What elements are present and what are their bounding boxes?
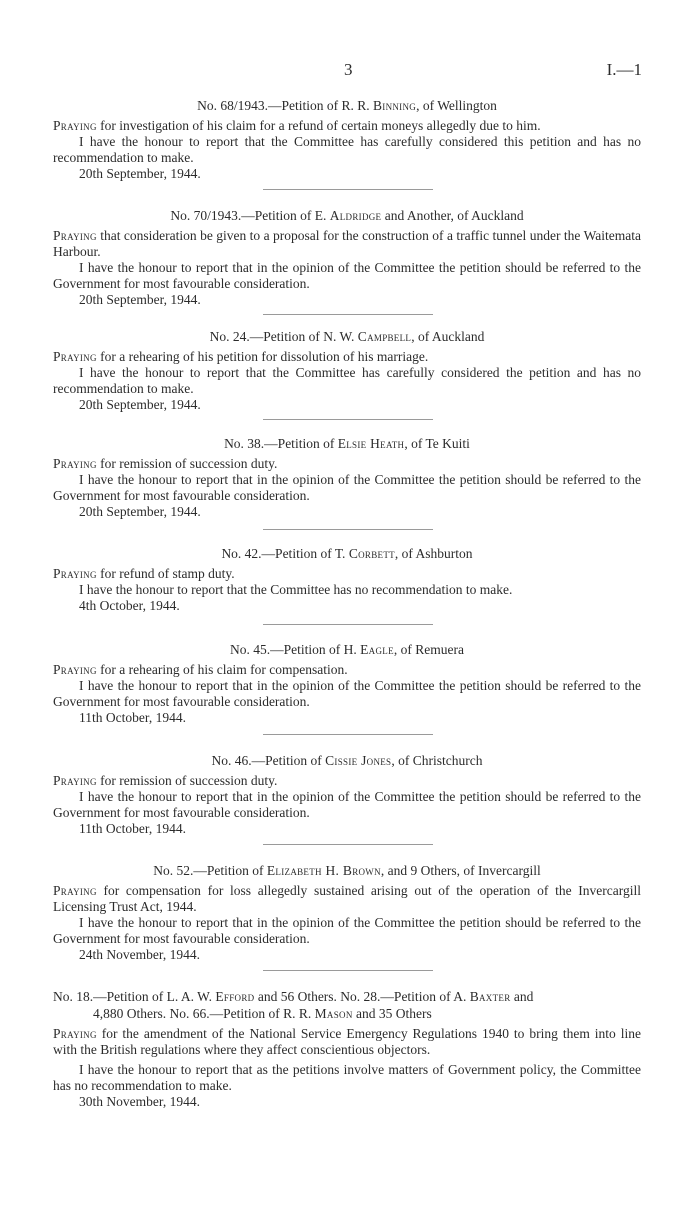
petition-title: No. 46.—Petition of Cissie Jones, of Christchurch: [211, 753, 483, 768]
petition-praying: Praying for investigation of his claim for a refund of certain moneys allegedly due to him.: [53, 118, 541, 133]
petition-block: [53, 545, 641, 614]
petition-title: No. 68/1943.—Petition of R. R. Binning, of Wellington: [197, 98, 497, 113]
petition-block: [53, 328, 641, 413]
petition-report: I have the honour to report that in the opinion of the Committee the petition should be referred to the Government for most favourable consideration.: [53, 678, 641, 709]
petition-block: [53, 435, 641, 520]
petition-report: I have the honour to report that in the opinion of the Committee the petition should be referred to the Government for most favourable consideration.: [53, 260, 641, 291]
petition-date: 11th October, 1944.: [79, 710, 186, 725]
petition-date: 20th September, 1944.: [79, 397, 201, 412]
petition-date: 11th October, 1944.: [79, 821, 186, 836]
petition-praying: Praying that consideration be given to a proposal for the construction of a traffic tunnel under the Waitemata Harbour.: [53, 228, 641, 259]
petition-title: No. 45.—Petition of H. Eagle, of Remuera: [230, 642, 464, 657]
petition-praying: Praying for remission of succession duty.: [53, 456, 278, 471]
petition-title: No. 24.—Petition of N. W. Campbell, of Auckland: [209, 329, 485, 344]
petition-date: 20th September, 1944.: [79, 166, 201, 181]
petition-block: [53, 207, 641, 308]
petition-title: No. 18.—Petition of L. A. W. Efford and 56 Others. No. 28.—Petition of A. Baxter and 4,880 Others. No. 66.—Petition of R. R. Mason and 35 Others: [53, 989, 534, 1021]
petition-title: No. 42.—Petition of T. Corbett, of Ashburton: [221, 546, 473, 561]
petition-praying: Praying for the amendment of the National Service Emergency Regulations 1940 to bring them into line with the British regulations where they affect conscientious objectors.: [53, 1026, 641, 1057]
petition-block: [53, 641, 641, 726]
petition-date: 4th October, 1944.: [79, 598, 180, 613]
petition-praying: Praying for a rehearing of his claim for compensation.: [53, 662, 348, 677]
petition-report: I have the honour to report that in the opinion of the Committee the petition should be referred to the Government for most favourable consideration.: [53, 472, 641, 503]
petition-date: 24th November, 1944.: [79, 947, 200, 962]
petition-report: I have the honour to report that the Committee has carefully considered the petition and has no recommendation to make.: [53, 365, 641, 396]
page-header: [0, 60, 700, 84]
petition-block: [53, 97, 641, 182]
section-divider: [263, 419, 433, 420]
petition-title: No. 70/1943.—Petition of E. Aldridge and Another, of Auckland: [170, 208, 524, 223]
petition-block: [53, 862, 641, 963]
petition-praying: Praying for remission of succession duty.: [53, 773, 278, 788]
petition-date: 30th November, 1944.: [79, 1094, 200, 1109]
petition-title: No. 52.—Petition of Elizabeth H. Brown, and 9 Others, of Invercargill: [153, 863, 541, 878]
page-number: 3: [344, 60, 353, 79]
petition-report: I have the honour to report that the Committee has no recommendation to make.: [79, 582, 513, 597]
petition-block: [53, 988, 641, 1110]
petition-report: I have the honour to report that as the petitions involve matters of Government policy, the Committee has no recommendation to make.: [53, 1062, 641, 1093]
petition-praying: Praying for refund of stamp duty.: [53, 566, 235, 581]
petition-date: 20th September, 1944.: [79, 292, 201, 307]
petition-report: I have the honour to report that the Committee has carefully considered this petition and has no recommendation to make.: [53, 134, 641, 165]
section-divider: [263, 314, 433, 315]
petition-title: No. 38.—Petition of Elsie Heath, of Te Kuiti: [224, 436, 470, 451]
section-divider: [263, 189, 433, 190]
section-divider: [263, 529, 433, 530]
petition-report: I have the honour to report that in the opinion of the Committee the petition should be referred to the Government for most favourable consideration.: [53, 915, 641, 946]
section-divider: [263, 844, 433, 845]
petition-praying: Praying for compensation for loss allegedly sustained arising out of the operation of the Invercargill Licensing Trust Act, 1944.: [53, 883, 641, 914]
petition-praying: Praying for a rehearing of his petition for dissolution of his marriage.: [53, 349, 429, 364]
petition-date: 20th September, 1944.: [79, 504, 201, 519]
section-divider: [263, 734, 433, 735]
petition-block: [53, 752, 641, 837]
page-reference: I.—1: [606, 60, 642, 79]
section-divider: [263, 624, 433, 625]
section-divider: [263, 970, 433, 971]
petition-report: I have the honour to report that in the opinion of the Committee the petition should be referred to the Government for most favourable consideration.: [53, 789, 641, 820]
